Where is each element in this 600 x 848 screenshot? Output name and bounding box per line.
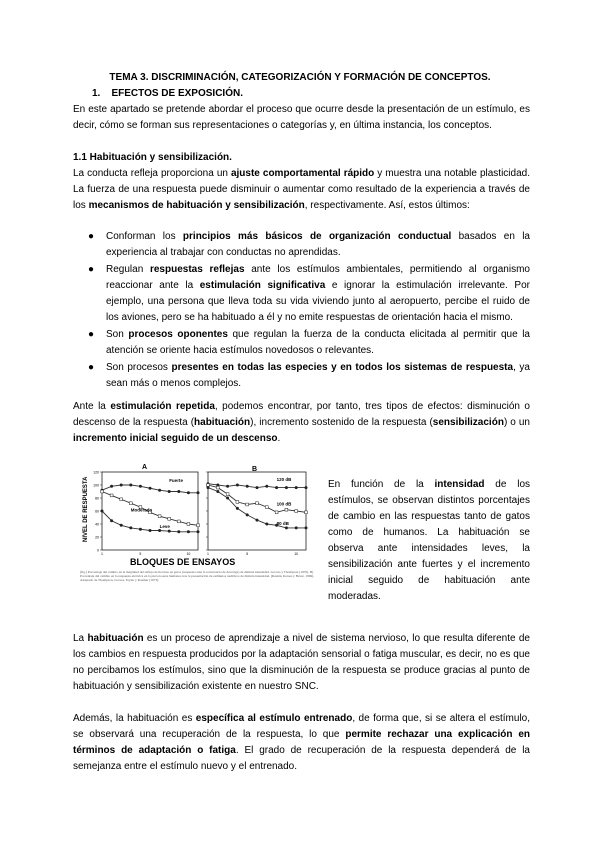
- data-point: [295, 510, 298, 513]
- plot-frame-b: [208, 472, 306, 550]
- y-tick-label: 20: [95, 535, 99, 540]
- data-point: [129, 502, 132, 505]
- data-point: [158, 515, 161, 518]
- data-point: [101, 490, 104, 493]
- data-point: [305, 486, 308, 489]
- data-point: [177, 490, 180, 493]
- habituation-figure: [80, 460, 316, 600]
- x-tick-label: 10: [186, 552, 191, 556]
- series-label: 100 dB: [276, 501, 292, 507]
- subsection-heading: 1.1 Habituación y sensibilización.: [73, 152, 232, 163]
- data-point: [120, 484, 123, 487]
- data-point: [158, 529, 161, 532]
- data-point: [197, 524, 200, 527]
- intro-paragraph: En este apartado se pretende abordar el proceso que ocurre desde la presentación de un estímulo, es decir, cómo se forman sus representaciones o categorías y, en última instancia, los conceptos.: [73, 104, 530, 131]
- data-point: [197, 491, 200, 494]
- series-label: Leve: [159, 523, 170, 529]
- data-point: [305, 511, 308, 514]
- series-line-80-db: [208, 488, 306, 528]
- data-point: [246, 485, 249, 488]
- data-point: [197, 530, 200, 533]
- data-point: [207, 484, 210, 487]
- data-point: [285, 486, 288, 489]
- data-point: [265, 523, 268, 526]
- bullet-icon: ●: [88, 231, 95, 242]
- data-point: [187, 530, 190, 533]
- panel-a-label: A: [142, 464, 148, 471]
- list-item: ● Son procesos presentes en todas las especies y en todos los sistemas de respuesta, ya sean más o menos complejos.: [88, 362, 530, 389]
- x-tick-label: 1: [101, 552, 103, 556]
- section-title: EFECTOS DE EXPOSICIÓN.: [111, 88, 243, 99]
- data-point: [236, 507, 239, 510]
- x-axis-label: BLOQUES DE ENSAYOS: [130, 557, 236, 567]
- data-point: [246, 513, 249, 516]
- figure-explanation: En función de la intensidad de los estímulos, se observan distintos porcentajes de cambio en las respuestas tanto de gatos como de humanos. La habituación se observa ante intensidades leves, la sensibilización ante fuertes y el incremento inicial seguido de habituación ante moderadas.: [328, 479, 530, 602]
- series-line-leve: [102, 511, 198, 532]
- data-point: [168, 530, 171, 533]
- series-label: 80 dB: [276, 520, 289, 526]
- data-point: [216, 486, 219, 489]
- figure-caption: (fig.) Porcentaje del cambio en la magnitud del reflejo de llevarse en gatos (respuesta ante la recurrencia de descarga) de distinta intensidad. Groves y Thompson (1970). B) Porcentaje del cambio en la respuesta eléctrica en la piel en seres humanos tras la presentación de estímulos auditivos de distinta intensidad. (Raskin, Kotses y Bever, 1969). Adaptado de Thompson, Groves, Teyler y Roemer (1973).: [80, 570, 315, 582]
- y-tick-label: 100: [93, 483, 99, 488]
- series-label: Fuerte: [169, 478, 183, 483]
- data-point: [187, 491, 190, 494]
- data-point: [265, 506, 268, 509]
- data-point: [168, 490, 171, 493]
- data-point: [129, 526, 132, 529]
- data-point: [120, 524, 123, 527]
- data-point: [101, 510, 104, 513]
- data-point: [285, 526, 288, 529]
- bullet-icon: ●: [88, 329, 95, 340]
- data-point: [139, 485, 142, 488]
- data-point: [285, 508, 288, 511]
- paragraph-stimulus-specificity: Además, la habituación es específica al estímulo entrenado, de forma que, si se altera el estímulo, se observará una recuperación de la respuesta, lo que permite rechazar una explicación en términos de adaptación o fatiga. El grado de recuperación de la respuesta dependerá de la semejanza entre el estímulo nuevo y el entrenado.: [73, 713, 531, 772]
- data-point: [295, 526, 298, 529]
- data-point: [177, 520, 180, 523]
- data-point: [177, 530, 180, 533]
- paragraph-reflex: La conducta refleja proporciona un ajuste comportamental rápido y muestra una notable plasticidad. La fuerza de una respuesta puede disminuir o aumentar como resultado de la experiencia a través de los mecanismos de habituación y sensibilización, respectivamente. Así, estos últimos:: [73, 168, 530, 211]
- data-point: [129, 484, 132, 487]
- data-point: [236, 501, 239, 504]
- y-axis-label: NIVEL DE RESPUESTA: [83, 476, 89, 542]
- data-point: [275, 511, 278, 514]
- y-tick-label: 60: [95, 509, 99, 514]
- data-point: [275, 486, 278, 489]
- paragraph-effects: Ante la estimulación repetida, podemos encontrar, por tanto, tres tipos de efectos: disminución o descenso de la respuesta (habituación), incremento sostenido de la respuesta (sensibilización) o un incremento inicial seguido de un descenso.: [73, 401, 530, 444]
- y-tick-label: 0: [97, 548, 99, 553]
- data-point: [216, 490, 219, 493]
- list-item: ● Son procesos oponentes que regulan la fuerza de la conducta elicitada al permitir que la atención se oriente hacia estímulos novedosos o relevantes.: [88, 329, 530, 356]
- x-tick-label: 5: [139, 552, 142, 556]
- data-point: [110, 494, 113, 497]
- data-point: [226, 485, 229, 488]
- data-point: [236, 484, 239, 487]
- data-point: [149, 487, 152, 490]
- data-point: [139, 528, 142, 531]
- data-point: [256, 502, 259, 505]
- data-point: [110, 485, 113, 488]
- y-tick-label: 80: [95, 496, 99, 501]
- data-point: [256, 519, 259, 522]
- data-point: [158, 489, 161, 492]
- data-point: [226, 497, 229, 500]
- page-title: TEMA 3. DISCRIMINACIÓN, CATEGORIZACIÓN Y FORMACIÓN DE CONCEPTOS.: [109, 72, 491, 83]
- data-point: [295, 486, 298, 489]
- data-point: [187, 523, 190, 526]
- bullet-list: [88, 229, 530, 393]
- data-point: [256, 486, 259, 489]
- list-item: ● Regulan respuestas reflejas ante los estímulos ambientales, permitiendo al organismo reaccionar ante la estimulación significativa e ignorar la estimulación irrelevante. Por ejemplo, una persona que lleva toda su vida viviendo junto al aeropuerto, percibe el ruido de los aviones, pero se ha habituado a él y no emite respuestas de orientación hacia el mismo.: [88, 264, 530, 323]
- panel-b-label: B: [252, 466, 258, 473]
- list-item: ● Conforman los principios más básicos de organización conductual basados en la experiencia al trabajar con conductas no aprendidas.: [88, 231, 530, 258]
- x-tick-label: 1: [207, 552, 209, 556]
- data-point: [168, 517, 171, 520]
- section-number: 1.: [92, 88, 101, 99]
- data-point: [120, 498, 123, 501]
- y-tick-label: 120: [93, 470, 99, 475]
- data-point: [246, 503, 249, 506]
- paragraph-habituation-definition: La habituación es un proceso de aprendizaje a nivel de sistema nervioso, lo que resulta diferente de los cambios en respuesta producidos por la adaptación sensorial o fatiga muscular, es decir, no es que no percibamos los estímulos, sino que la disminución de la respuesta se produce gracias al punto de habituación y sensibilización existente en nuestro SNC.: [73, 633, 530, 692]
- bullet-icon: ●: [88, 362, 95, 373]
- x-tick-label: 10: [294, 552, 299, 556]
- x-tick-label: 5: [246, 552, 249, 556]
- bullet-icon: ●: [88, 264, 95, 275]
- data-point: [226, 493, 229, 496]
- data-point: [149, 529, 152, 532]
- habituation-chart: [80, 460, 316, 600]
- data-point: [207, 486, 210, 489]
- data-point: [265, 485, 268, 488]
- section-heading: [92, 88, 243, 99]
- series-label: 120 dB: [276, 477, 292, 482]
- data-point: [110, 519, 113, 522]
- series-label: Moderado: [130, 507, 153, 513]
- data-point: [305, 526, 308, 529]
- y-tick-label: 40: [95, 522, 99, 527]
